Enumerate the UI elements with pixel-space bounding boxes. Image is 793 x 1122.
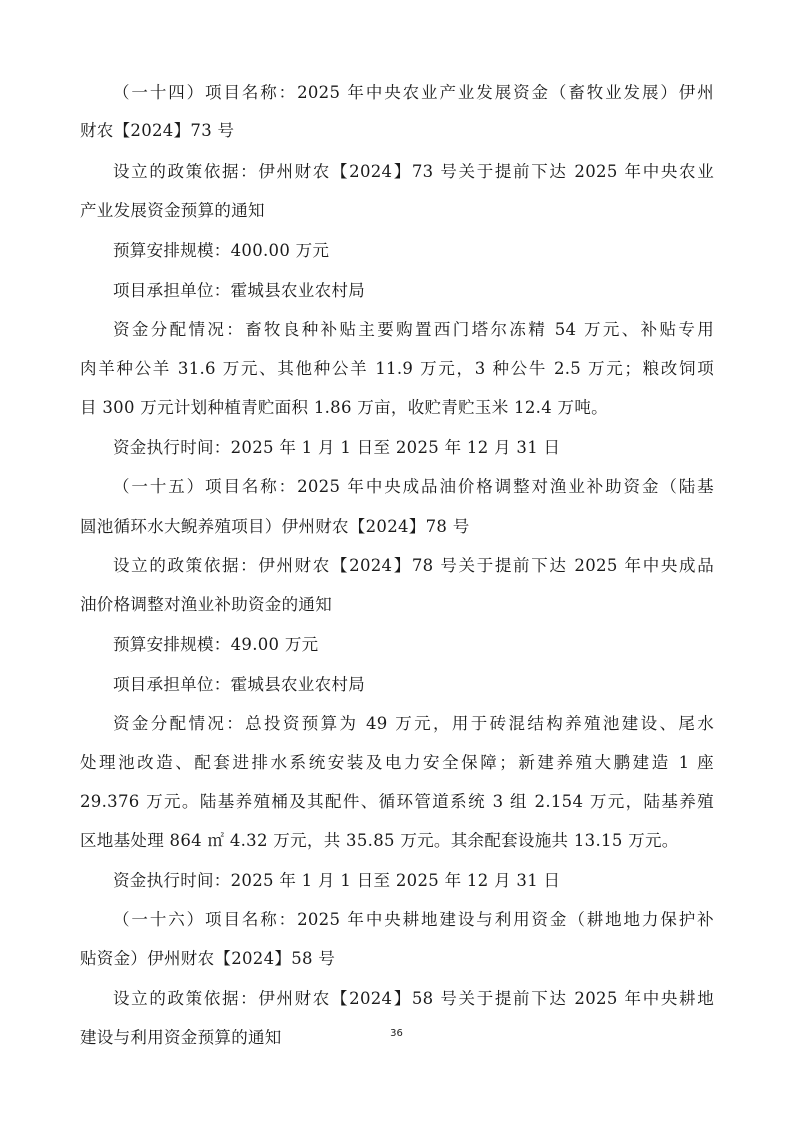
project-15-execution-time: 资金执行时间：2025 年 1 月 1 日至 2025 年 12 月 31 日 [113,871,561,890]
project-14-title-line-1: （一十四）项目名称：2025 年中央农业产业发展资金（畜牧业发展）伊州 [113,83,714,102]
project-15-policy-line-1: 设立的政策依据：伊州财农【2024】78 号关于提前下达 2025 年中央成品 [113,556,714,575]
project-14-budget: 预算安排规模：400.00 万元 [113,241,330,260]
page-number: 36 [390,1028,403,1039]
project-15-allocation-line-4: 区地基处理 864 ㎡ 4.32 万元，共 35.85 万元。其余配套设施共 13.15 万元。 [80,831,679,850]
project-15-title-line-2: 圆池循环水大鲵养殖项目）伊州财农【2024】78 号 [80,517,470,536]
project-14-unit: 项目承担单位：霍城县农业农村局 [113,281,365,300]
project-15-title-line-1: （一十五）项目名称：2025 年中央成品油价格调整对渔业补助资金（陆基 [113,477,714,496]
project-14-policy-line-2: 产业发展资金预算的通知 [80,201,265,220]
project-14-policy-line-1: 设立的政策依据：伊州财农【2024】73 号关于提前下达 2025 年中央农业 [113,162,714,181]
project-14-allocation-line-3: 目 300 万元计划种植青贮面积 1.86 万亩，收贮青贮玉米 12.4 万吨。 [80,398,608,417]
project-15-budget: 预算安排规模：49.00 万元 [113,635,319,654]
project-16-policy-line-2: 建设与利用资金预算的通知 [80,1028,282,1047]
project-15-policy-line-2: 油价格调整对渔业补助资金的通知 [80,595,332,614]
project-14-title-line-2: 财农【2024】73 号 [80,121,235,140]
project-15-unit: 项目承担单位：霍城县农业农村局 [113,675,365,694]
project-14-execution-time: 资金执行时间：2025 年 1 月 1 日至 2025 年 12 月 31 日 [113,438,561,457]
project-14-allocation-line-2: 肉羊种公羊 31.6 万元、其他种公羊 11.9 万元，3 种公牛 2.5 万元；粮改饲项 [80,359,714,378]
project-14-allocation-line-1: 资金分配情况：畜牧良种补贴主要购置西门塔尔冻精 54 万元、补贴专用 [113,320,714,339]
project-16-policy-line-1: 设立的政策依据：伊州财农【2024】58 号关于提前下达 2025 年中央耕地 [113,989,714,1008]
project-15-allocation-line-3: 29.376 万元。陆基养殖桶及其配件、循环管道系统 3 组 2.154 万元，陆基养殖 [80,792,714,811]
project-16-title-line-1: （一十六）项目名称：2025 年中央耕地建设与利用资金（耕地地力保护补 [113,910,714,929]
project-16-title-line-2: 贴资金）伊州财农【2024】58 号 [80,949,336,968]
project-15-allocation-line-2: 处理池改造、配套进排水系统安装及电力安全保障；新建养殖大鹏建造 1 座 [80,753,714,772]
project-15-allocation-line-1: 资金分配情况：总投资预算为 49 万元，用于砖混结构养殖池建设、尾水 [113,714,714,733]
